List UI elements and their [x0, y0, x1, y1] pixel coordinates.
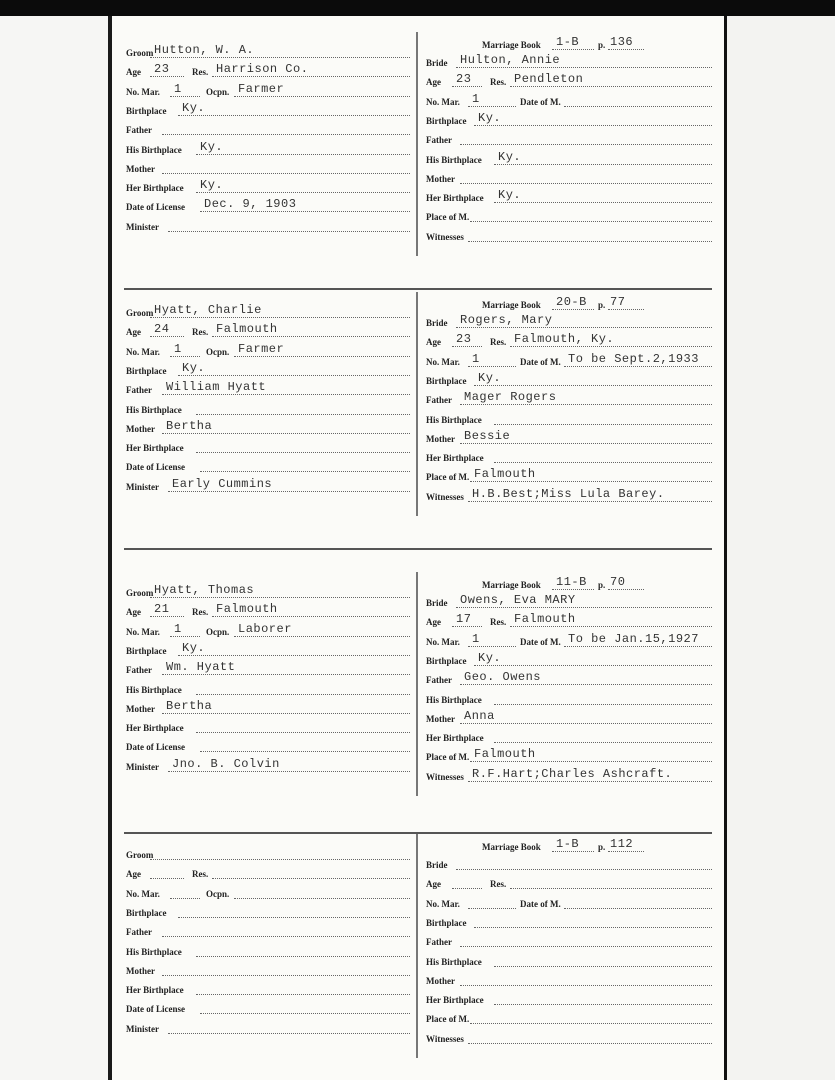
- bride-res-value: Pendleton: [514, 72, 584, 87]
- groom-groom-label: Groom: [126, 308, 154, 318]
- groom-age-label: Age: [126, 869, 141, 880]
- bride-his-birthplace-value: Ky.: [498, 149, 522, 164]
- bride-mother-row: [0, 428, 835, 446]
- bride-age-row: [0, 71, 835, 89]
- page-value: 136: [610, 35, 634, 49]
- marriage-book-label: Marriage Book: [482, 580, 541, 590]
- bride-father-row: [0, 669, 835, 687]
- bride-father-line: [460, 144, 712, 145]
- bride-age-value: 23: [456, 72, 472, 87]
- bride-res-value: Falmouth: [514, 612, 576, 627]
- groom-res-label: Res.: [192, 607, 209, 618]
- groom-his-birthplace-label: His Birthplace: [126, 684, 182, 695]
- bride-birthplace-row: [0, 650, 835, 668]
- groom-father-label: Father: [126, 665, 152, 676]
- groom-father-label: Father: [126, 385, 152, 396]
- page-value: 70: [610, 575, 626, 589]
- groom-date-of-license-value: Dec. 9, 1903: [204, 197, 297, 212]
- bride-her-birthplace-line: [494, 202, 712, 203]
- bride-his-birthplace-row: [0, 149, 835, 167]
- bride-name-row: [0, 854, 835, 872]
- bride-place-of-m-row: [0, 206, 835, 224]
- bride-bride-label: Bride: [426, 860, 448, 870]
- bride-age-label: Age: [426, 77, 441, 88]
- record-separator: [124, 288, 712, 290]
- groom-res-label: Res.: [192, 327, 209, 338]
- groom-mother-value: Bertha: [166, 418, 213, 433]
- bride-res-label: Res.: [490, 879, 507, 890]
- bride-date-of-m-label: Date of M.: [520, 636, 561, 647]
- groom-ocpn-label: Ocpn.: [206, 626, 230, 637]
- bride-age-label: Age: [426, 879, 441, 890]
- bride-mother-row: [0, 970, 835, 988]
- bride-no-mar-value: 1: [472, 351, 480, 366]
- groom-mother-label: Mother: [126, 703, 155, 714]
- bride-her-birthplace-row: [0, 727, 835, 745]
- bride-no-mar-line: [468, 908, 516, 909]
- bride-res-line: [510, 888, 712, 889]
- bride-his-birthplace-row: [0, 951, 835, 969]
- bride-her-birthplace-value: Ky.: [498, 188, 522, 203]
- bride-his-birthplace-label: His Birthplace: [426, 694, 482, 705]
- page-label: p.: [598, 580, 606, 590]
- bride-mother-label: Mother: [426, 713, 455, 724]
- groom-age-label: Age: [126, 607, 141, 618]
- bride-birthplace-line: [474, 385, 712, 386]
- groom-father-label: Father: [126, 125, 152, 136]
- bride-date-of-m-label: Date of M.: [520, 898, 561, 909]
- bride-age-line: [452, 888, 482, 889]
- groom-birthplace-label: Birthplace: [126, 105, 167, 116]
- bride-no-mar-row: [0, 631, 835, 649]
- bride-date-of-m-line: [564, 106, 712, 107]
- bride-her-birthplace-row: [0, 447, 835, 465]
- bride-witnesses-row: [0, 486, 835, 504]
- bride-her-birthplace-line: [494, 462, 712, 463]
- bride-father-value: Mager Rogers: [464, 390, 557, 405]
- bride-birthplace-line: [474, 125, 712, 126]
- page-label: p.: [598, 842, 606, 852]
- groom-res-value: Falmouth: [216, 602, 278, 617]
- bride-mother-line: [460, 443, 712, 444]
- groom-his-birthplace-label: His Birthplace: [126, 946, 182, 957]
- groom-name-value: Hyatt, Thomas: [154, 583, 255, 597]
- bride-age-value: 23: [456, 332, 472, 347]
- bride-name-line: [456, 67, 712, 68]
- bride-age-line: [452, 346, 482, 347]
- bride-name-row: [0, 592, 835, 610]
- bride-age-line: [452, 626, 482, 627]
- marriage-book-label: Marriage Book: [482, 40, 541, 50]
- bride-date-of-m-label: Date of M.: [520, 356, 561, 367]
- bride-mother-label: Mother: [426, 173, 455, 184]
- bride-res-value: Falmouth, Ky.: [514, 332, 615, 347]
- bride-date-of-m-line: [564, 646, 712, 647]
- bride-date-of-m-label: Date of M.: [520, 96, 561, 107]
- bride-father-label: Father: [426, 395, 452, 406]
- bride-age-label: Age: [426, 337, 441, 348]
- bride-her-birthplace-label: Her Birthplace: [426, 733, 484, 744]
- bride-birthplace-label: Birthplace: [426, 655, 467, 666]
- bride-her-birthplace-line: [494, 742, 712, 743]
- bride-res-line: [510, 86, 712, 87]
- bride-place-of-m-label: Place of M.: [426, 1014, 470, 1025]
- bride-witnesses-line: [468, 1043, 712, 1044]
- bride-his-birthplace-line: [494, 966, 712, 967]
- bride-age-row: [0, 873, 835, 891]
- groom-minister-label: Minister: [126, 221, 159, 232]
- groom-birthplace-label: Birthplace: [126, 365, 167, 376]
- groom-no-mar-label: No. Mar.: [126, 626, 160, 637]
- groom-res-label: Res.: [192, 67, 209, 78]
- bride-witnesses-row: [0, 766, 835, 784]
- bride-birthplace-row: [0, 370, 835, 388]
- groom-groom-label: Groom: [126, 850, 154, 860]
- bride-her-birthplace-label: Her Birthplace: [426, 995, 484, 1006]
- groom-birthplace-label: Birthplace: [126, 645, 167, 656]
- bride-birthplace-line: [474, 927, 712, 928]
- bride-father-label: Father: [426, 937, 452, 948]
- bride-bride-label: Bride: [426, 598, 448, 608]
- groom-no-mar-value: 1: [174, 621, 182, 636]
- groom-date-of-license-label: Date of License: [126, 1004, 185, 1015]
- bride-father-row: [0, 129, 835, 147]
- bride-birthplace-label: Birthplace: [426, 115, 467, 126]
- groom-minister-value: Jno. B. Colvin: [172, 756, 280, 771]
- bride-witnesses-row: [0, 1028, 835, 1046]
- bride-witnesses-label: Witnesses: [426, 771, 464, 782]
- groom-her-birthplace-label: Her Birthplace: [126, 985, 184, 996]
- groom-no-mar-value: 1: [174, 81, 182, 96]
- groom-her-birthplace-value: Ky.: [200, 178, 224, 193]
- bride-birthplace-value: Ky.: [478, 370, 502, 385]
- bride-father-label: Father: [426, 675, 452, 686]
- record-separator: [124, 832, 712, 834]
- bride-father-value: Geo. Owens: [464, 670, 542, 685]
- bride-witnesses-label: Witnesses: [426, 1033, 464, 1044]
- bride-place-of-m-row: [0, 1008, 835, 1026]
- bride-no-mar-row: [0, 893, 835, 911]
- bride-no-mar-label: No. Mar.: [426, 356, 460, 367]
- bride-witnesses-line: [468, 781, 712, 782]
- bride-place-of-m-line: [470, 761, 712, 762]
- bride-name-line: [456, 327, 712, 328]
- bride-name-value: Owens, Eva MARY: [460, 593, 576, 607]
- marriage-book-value: 1-B: [556, 35, 580, 49]
- bride-mother-label: Mother: [426, 433, 455, 444]
- bride-mother-line: [460, 723, 712, 724]
- groom-birthplace-value: Ky.: [182, 360, 206, 375]
- groom-age-label: Age: [126, 327, 141, 338]
- groom-his-birthplace-label: His Birthplace: [126, 404, 182, 415]
- groom-his-birthplace-value: Ky.: [200, 139, 224, 154]
- marriage-book-value: 11-B: [556, 575, 587, 589]
- bride-father-line: [460, 946, 712, 947]
- bride-mother-value: Anna: [464, 708, 495, 723]
- bride-her-birthplace-label: Her Birthplace: [426, 193, 484, 204]
- bride-his-birthplace-label: His Birthplace: [426, 956, 482, 967]
- bride-no-mar-value: 1: [472, 631, 480, 646]
- bride-place-of-m-line: [470, 221, 712, 222]
- groom-age-label: Age: [126, 67, 141, 78]
- bride-no-mar-label: No. Mar.: [426, 636, 460, 647]
- bride-mother-line: [460, 985, 712, 986]
- groom-date-of-license-label: Date of License: [126, 742, 185, 753]
- bride-no-mar-value: 1: [472, 91, 480, 106]
- bride-place-of-m-line: [470, 1023, 712, 1024]
- page-label: p.: [598, 300, 606, 310]
- groom-age-value: 21: [154, 602, 170, 617]
- bride-mother-row: [0, 168, 835, 186]
- bride-res-line: [510, 626, 712, 627]
- bride-father-label: Father: [426, 135, 452, 146]
- bride-place-of-m-row: [0, 746, 835, 764]
- groom-her-birthplace-label: Her Birthplace: [126, 443, 184, 454]
- groom-ocpn-label: Ocpn.: [206, 346, 230, 357]
- bride-her-birthplace-label: Her Birthplace: [426, 453, 484, 464]
- marriage-book-value: 1-B: [556, 837, 580, 851]
- bride-birthplace-row: [0, 912, 835, 930]
- groom-name-value: Hutton, W. A.: [154, 43, 255, 57]
- groom-no-mar-value: 1: [174, 341, 182, 356]
- bride-no-mar-line: [468, 646, 516, 647]
- bride-her-birthplace-line: [494, 1004, 712, 1005]
- groom-no-mar-label: No. Mar.: [126, 888, 160, 899]
- groom-name-value: Hyatt, Charlie: [154, 303, 262, 317]
- bride-name-line: [456, 869, 712, 870]
- bride-father-row: [0, 931, 835, 949]
- bride-birthplace-row: [0, 110, 835, 128]
- bride-name-line: [456, 607, 712, 608]
- bride-birthplace-value: Ky.: [478, 110, 502, 125]
- bride-no-mar-line: [468, 106, 516, 107]
- bride-name-row: [0, 312, 835, 330]
- groom-minister-value: Early Cummins: [172, 476, 273, 491]
- groom-ocpn-value: Farmer: [238, 341, 285, 356]
- bride-witnesses-label: Witnesses: [426, 491, 464, 502]
- bride-witnesses-value: H.B.Best;Miss Lula Barey.: [472, 486, 665, 501]
- bride-no-mar-row: [0, 91, 835, 109]
- bride-age-value: 17: [456, 612, 472, 627]
- bride-witnesses-line: [468, 501, 712, 502]
- bride-res-line: [510, 346, 712, 347]
- bride-place-of-m-label: Place of M.: [426, 212, 470, 223]
- bride-her-birthplace-row: [0, 989, 835, 1007]
- bride-father-line: [460, 404, 712, 405]
- page-value: 77: [610, 295, 626, 309]
- groom-his-birthplace-label: His Birthplace: [126, 144, 182, 155]
- bride-place-of-m-label: Place of M.: [426, 472, 470, 483]
- groom-mother-label: Mother: [126, 163, 155, 174]
- bride-place-of-m-value: Falmouth: [474, 467, 536, 482]
- bride-bride-label: Bride: [426, 318, 448, 328]
- bride-no-mar-label: No. Mar.: [426, 96, 460, 107]
- groom-res-value: Falmouth: [216, 322, 278, 337]
- bride-birthplace-label: Birthplace: [426, 375, 467, 386]
- bride-name-row: [0, 52, 835, 70]
- bride-witnesses-line: [468, 241, 712, 242]
- groom-ocpn-value: Laborer: [238, 621, 292, 636]
- bride-birthplace-label: Birthplace: [426, 917, 467, 928]
- groom-mother-value: Bertha: [166, 698, 213, 713]
- groom-groom-label: Groom: [126, 588, 154, 598]
- bride-his-birthplace-row: [0, 409, 835, 427]
- bride-no-mar-label: No. Mar.: [426, 898, 460, 909]
- bride-age-label: Age: [426, 617, 441, 628]
- bride-witnesses-row: [0, 226, 835, 244]
- groom-age-value: 24: [154, 322, 170, 337]
- groom-minister-label: Minister: [126, 761, 159, 772]
- groom-birthplace-value: Ky.: [182, 100, 206, 115]
- marriage-book-value: 20-B: [556, 295, 587, 309]
- bride-bride-label: Bride: [426, 58, 448, 68]
- bride-date-of-m-value: To be Sept.2,1933: [568, 351, 699, 366]
- groom-birthplace-label: Birthplace: [126, 907, 167, 918]
- bride-age-line: [452, 86, 482, 87]
- groom-ocpn-value: Farmer: [238, 81, 285, 96]
- groom-res-label: Res.: [192, 869, 209, 880]
- groom-her-birthplace-label: Her Birthplace: [126, 183, 184, 194]
- bride-his-birthplace-line: [494, 704, 712, 705]
- bride-name-value: Rogers, Mary: [460, 313, 553, 327]
- bride-witnesses-value: R.F.Hart;Charles Ashcraft.: [472, 766, 673, 781]
- bride-mother-row: [0, 708, 835, 726]
- record-separator: [124, 548, 712, 550]
- marriage-book-label: Marriage Book: [482, 842, 541, 852]
- bride-mother-label: Mother: [426, 975, 455, 986]
- groom-father-value: William Hyatt: [166, 380, 267, 395]
- bride-his-birthplace-line: [494, 164, 712, 165]
- marriage-book-label: Marriage Book: [482, 300, 541, 310]
- bride-date-of-m-value: To be Jan.15,1927: [568, 631, 699, 646]
- bride-place-of-m-row: [0, 466, 835, 484]
- bride-res-label: Res.: [490, 77, 507, 88]
- groom-no-mar-label: No. Mar.: [126, 346, 160, 357]
- groom-mother-label: Mother: [126, 423, 155, 434]
- bride-age-row: [0, 611, 835, 629]
- bride-father-line: [460, 684, 712, 685]
- bride-father-row: [0, 389, 835, 407]
- groom-her-birthplace-label: Her Birthplace: [126, 723, 184, 734]
- bride-mother-value: Bessie: [464, 428, 511, 443]
- groom-date-of-license-label: Date of License: [126, 462, 185, 473]
- bride-witnesses-label: Witnesses: [426, 231, 464, 242]
- bride-name-value: Hulton, Annie: [460, 53, 561, 67]
- bride-res-label: Res.: [490, 617, 507, 628]
- bride-his-birthplace-label: His Birthplace: [426, 154, 482, 165]
- bride-her-birthplace-row: [0, 187, 835, 205]
- bride-his-birthplace-line: [494, 424, 712, 425]
- bride-mother-line: [460, 183, 712, 184]
- bride-his-birthplace-row: [0, 689, 835, 707]
- groom-date-of-license-label: Date of License: [126, 202, 185, 213]
- groom-father-value: Wm. Hyatt: [166, 660, 236, 675]
- bride-place-of-m-label: Place of M.: [426, 752, 470, 763]
- groom-mother-label: Mother: [126, 965, 155, 976]
- groom-minister-label: Minister: [126, 481, 159, 492]
- bride-date-of-m-line: [564, 366, 712, 367]
- bride-no-mar-row: [0, 351, 835, 369]
- groom-father-label: Father: [126, 927, 152, 938]
- groom-no-mar-label: No. Mar.: [126, 86, 160, 97]
- bride-res-label: Res.: [490, 337, 507, 348]
- bride-date-of-m-line: [564, 908, 712, 909]
- groom-ocpn-label: Ocpn.: [206, 86, 230, 97]
- bride-birthplace-value: Ky.: [478, 650, 502, 665]
- groom-res-value: Harrison Co.: [216, 62, 309, 77]
- bride-place-of-m-value: Falmouth: [474, 747, 536, 762]
- groom-ocpn-label: Ocpn.: [206, 888, 230, 899]
- groom-age-value: 23: [154, 62, 170, 77]
- bride-birthplace-line: [474, 665, 712, 666]
- bride-age-row: [0, 331, 835, 349]
- groom-birthplace-value: Ky.: [182, 640, 206, 655]
- bride-no-mar-line: [468, 366, 516, 367]
- bride-his-birthplace-label: His Birthplace: [426, 414, 482, 425]
- page-value: 112: [610, 837, 634, 851]
- groom-minister-label: Minister: [126, 1023, 159, 1034]
- page-label: p.: [598, 40, 606, 50]
- groom-groom-label: Groom: [126, 48, 154, 58]
- bride-place-of-m-line: [470, 481, 712, 482]
